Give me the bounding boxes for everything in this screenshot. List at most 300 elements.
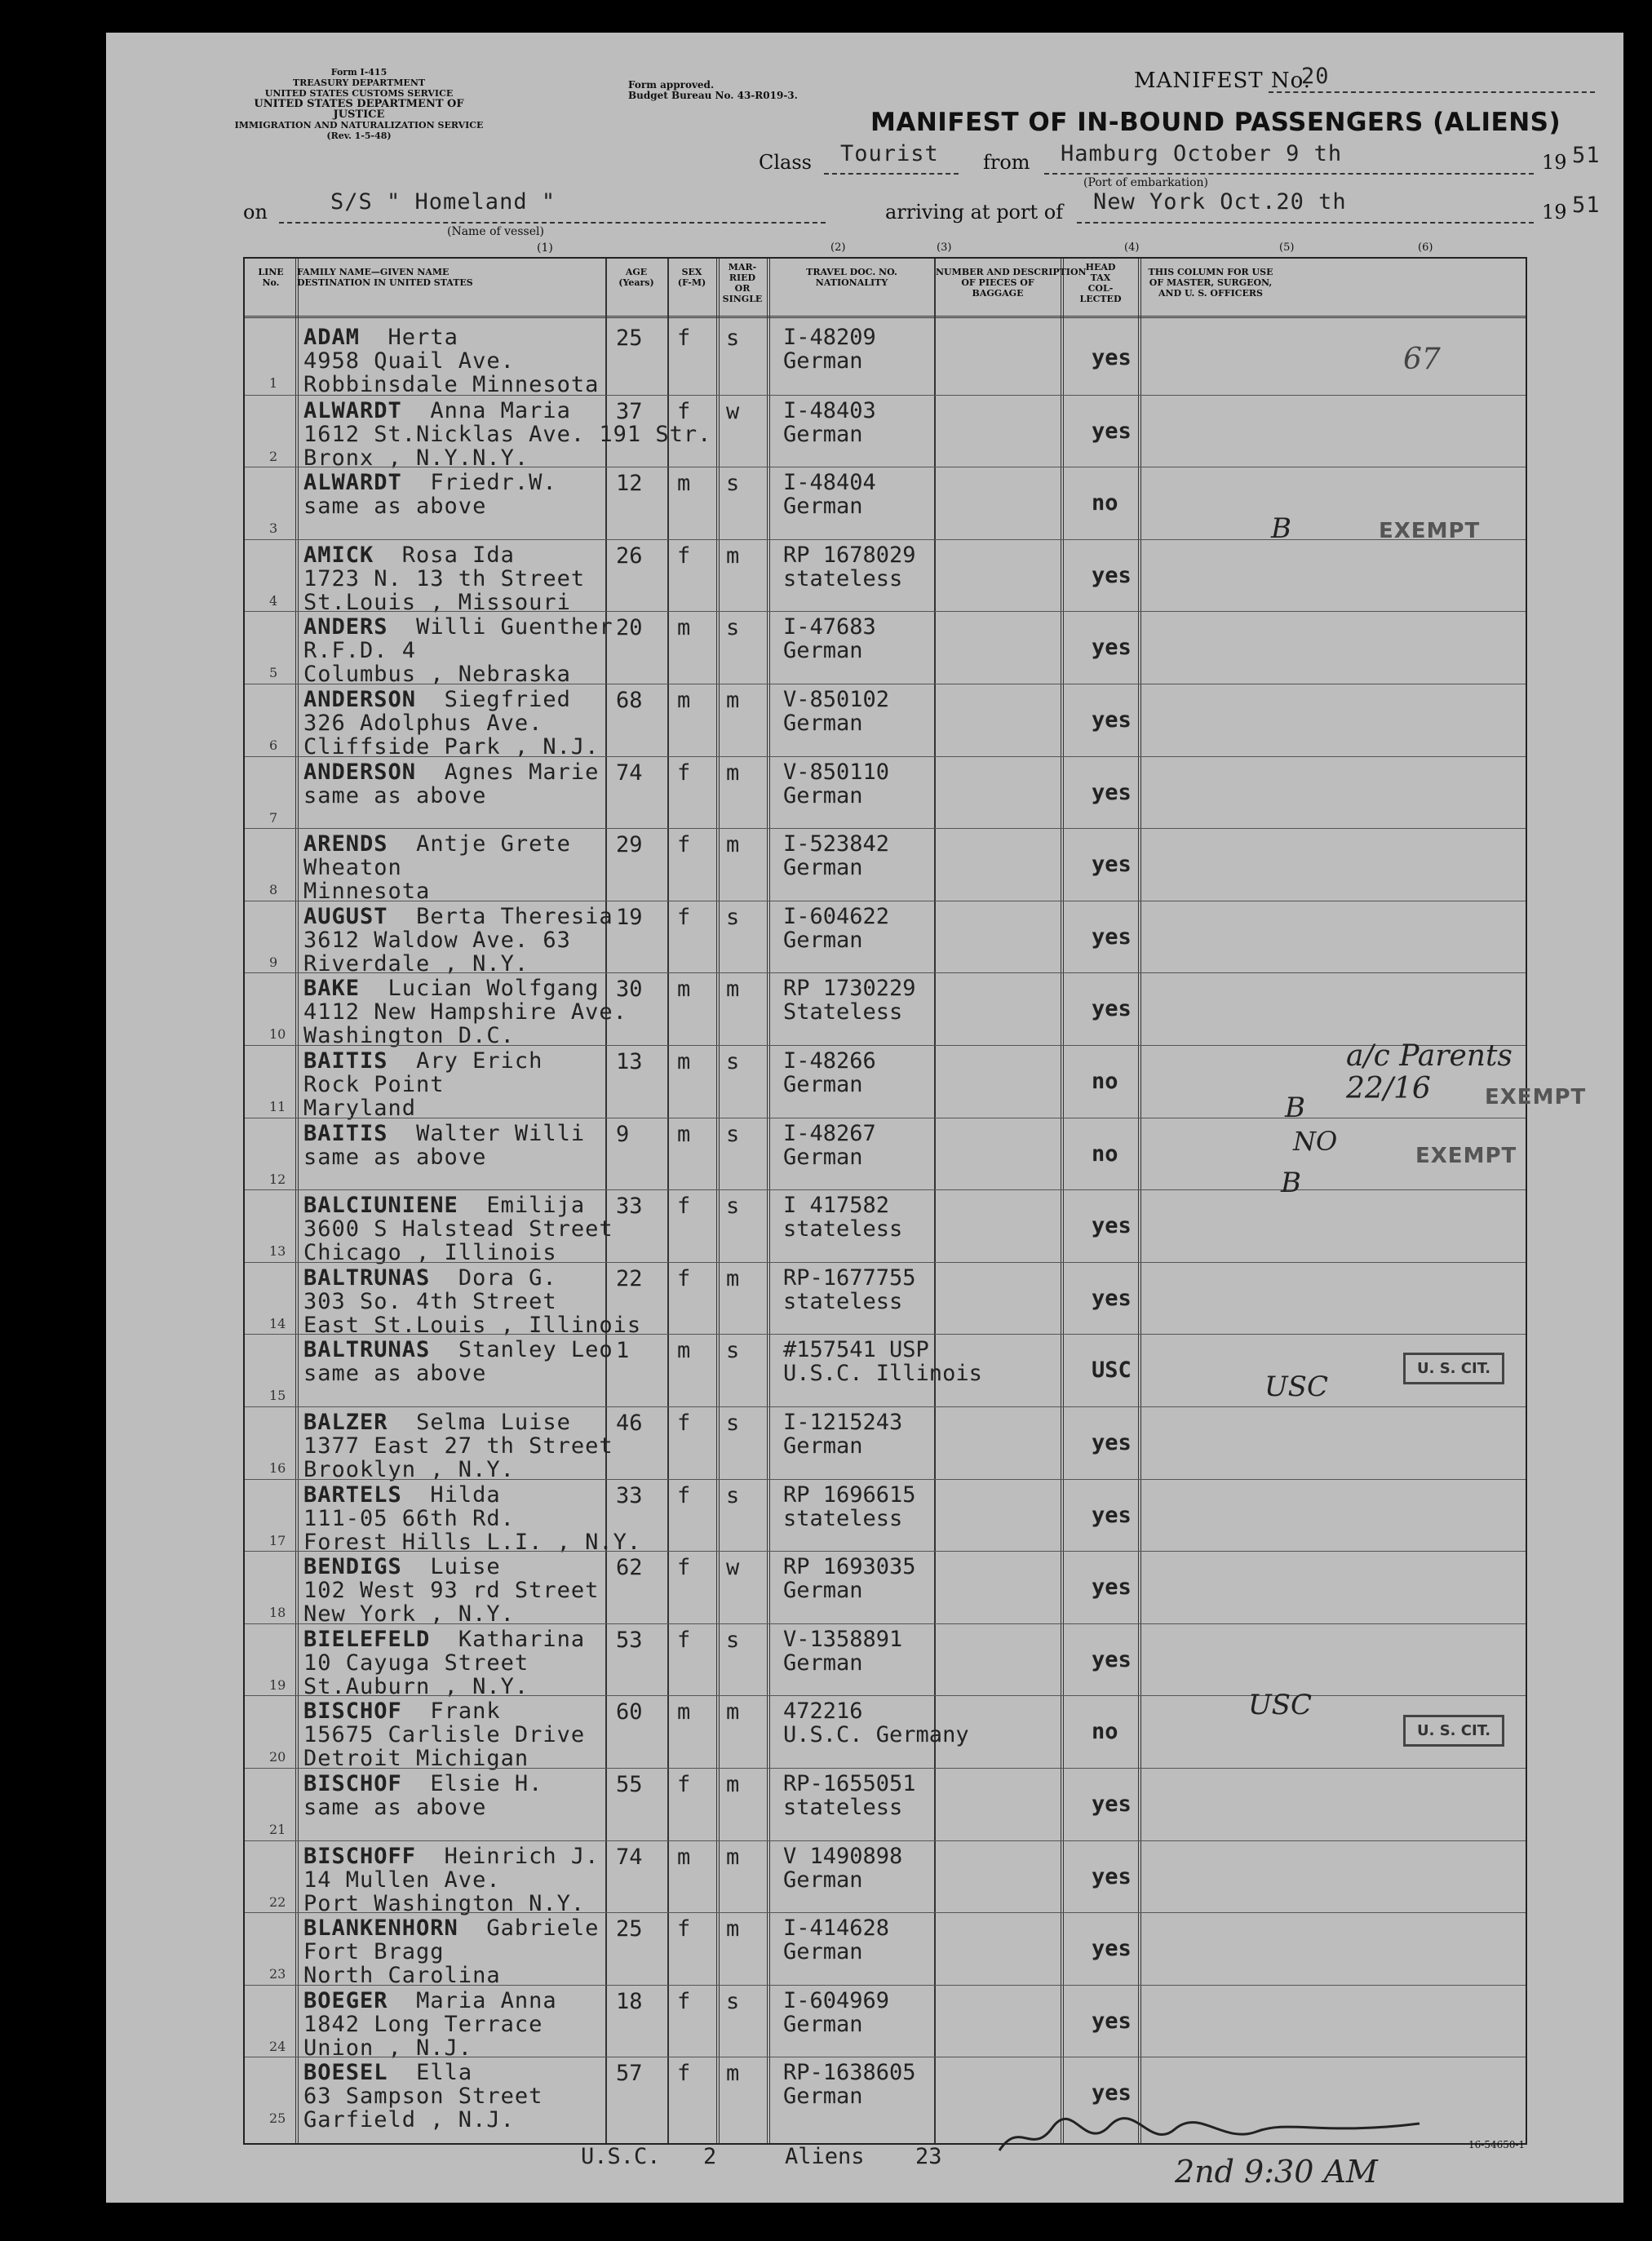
age-value: 33 (616, 1194, 643, 1220)
head-tax-value: yes (1092, 1430, 1132, 1455)
surname: BISCHOF (303, 1698, 402, 1725)
table-row (245, 684, 1526, 760)
name-gap (388, 2060, 417, 2085)
row-number: 17 (269, 1532, 286, 1548)
col-number-3: (3) (937, 241, 952, 254)
head-tax-value: yes (1092, 2080, 1132, 2106)
passenger-name (303, 832, 571, 856)
table-row (245, 395, 1526, 471)
name-gap (388, 831, 417, 857)
sex-value: f (677, 1988, 691, 2014)
destination-line: St.Auburn , N.Y. (303, 1673, 529, 1699)
passenger-name (303, 760, 599, 784)
given-name: Berta Theresia (416, 903, 613, 929)
arriving-line (1077, 222, 1534, 224)
year-prefix-1: 19 (1542, 151, 1567, 174)
name-gap (416, 1844, 445, 1869)
col-header-name: FAMILY NAME—GIVEN NAME DESTINATION IN UNITED STATES (297, 267, 473, 288)
col-header-age: AGE (Years) (618, 267, 654, 288)
passenger-name (303, 543, 585, 567)
passenger-name-cell (303, 399, 711, 470)
nationality: German (783, 1144, 863, 1170)
passenger-name (303, 326, 599, 349)
destination-line: 15675 Carlisle Drive (303, 1722, 586, 1748)
col-number-2: (2) (830, 241, 846, 254)
age-value: 1 (616, 1338, 630, 1364)
header-col-num-1: (1) (537, 241, 553, 255)
destination-line: Union , N.J. (303, 2035, 473, 2061)
head-tax-value: yes (1092, 1502, 1132, 1528)
form-approved: Form approved. (628, 79, 715, 91)
row-number: 5 (269, 665, 278, 681)
name-gap (360, 976, 388, 1001)
table-row (245, 972, 1526, 1049)
budget-approval (628, 80, 840, 101)
destination-line: 111-05 66th Rd. (303, 1505, 515, 1531)
surname: BISCHOFF (303, 1843, 417, 1869)
row-number: 25 (269, 2110, 286, 2127)
head-tax-value: yes (1092, 635, 1132, 661)
sex-value: m (677, 688, 691, 713)
age-value: 18 (616, 1988, 643, 2014)
row-number: 9 (269, 954, 278, 970)
sex-value: f (677, 543, 691, 569)
nationality: German (783, 638, 863, 664)
travel-doc-cell (783, 1555, 916, 1602)
age-value: 9 (616, 1121, 630, 1147)
travel-doc-cell (783, 1845, 902, 1892)
treasury-dept: TREASURY DEPARTMENT (292, 78, 426, 88)
passenger-name-cell (303, 905, 613, 976)
passenger-name-cell (303, 1699, 585, 1770)
passenger-name (303, 1338, 613, 1362)
given-name: Stanley Leo (458, 1337, 613, 1363)
travel-doc-number: V 1490898 (783, 1843, 903, 1869)
head-tax-value: yes (1092, 2008, 1132, 2034)
destination-line: Washington D.C. (303, 1023, 515, 1049)
given-name: Antje Grete (416, 831, 571, 857)
table-row (245, 1045, 1526, 1121)
table-row (245, 1406, 1526, 1482)
name-gap (402, 1771, 431, 1796)
head-tax-value: yes (1092, 1791, 1132, 1817)
destination-line: 4112 New Hampshire Ave. (303, 999, 627, 1025)
head-tax-value: yes (1092, 1285, 1132, 1311)
form-revision: (Rev. 1-5-48) (326, 131, 392, 141)
nationality: German (783, 2011, 863, 2037)
table-row (245, 1551, 1526, 1628)
destination-line: 1612 St.Nicklas Ave. 191 Str. (303, 421, 712, 447)
sex-value: f (677, 1482, 691, 1508)
footer-aliens-count: 23 (915, 2144, 942, 2169)
destination-line: Forest Hills L.I. , N.Y. (303, 1529, 642, 1555)
head-tax-value: no (1092, 490, 1118, 516)
age-value: 68 (616, 688, 643, 713)
name-gap (388, 1121, 417, 1146)
handwritten-no: NO (1293, 1126, 1338, 1157)
signature-scribble (995, 2111, 1428, 2160)
footer-aliens-label: Aliens (785, 2144, 865, 2169)
row-number: 23 (269, 1966, 286, 1982)
travel-doc-cell (783, 1916, 889, 1964)
surname: AMICK (303, 542, 374, 568)
passenger-name (303, 1266, 641, 1290)
table-row (245, 611, 1526, 688)
marital-status: m (726, 543, 740, 569)
head-tax-value: yes (1092, 1936, 1132, 1962)
passenger-name-cell (303, 1555, 599, 1626)
justice-dept: UNITED STATES DEPARTMENT OF JUSTICE (254, 98, 464, 121)
sex-value: f (677, 2061, 691, 2087)
destination-line: Cliffside Park , N.J. (303, 734, 600, 760)
passenger-name-cell (303, 1772, 543, 1819)
nationality: German (783, 1578, 863, 1604)
age-value: 55 (616, 1772, 643, 1797)
nationality: Stateless (783, 999, 903, 1025)
destination-line: Rock Point (303, 1072, 445, 1097)
col-number-4: (4) (1124, 241, 1140, 254)
given-name: Agnes Marie (444, 759, 600, 785)
sex-value: m (677, 1699, 691, 1725)
destination-line: East St.Louis , Illinois (303, 1312, 642, 1338)
surname: BOEGER (303, 1987, 388, 2013)
marital-status: s (726, 1988, 740, 2014)
surname: ARENDS (303, 831, 388, 857)
nationality: German (783, 927, 863, 953)
marital-status: s (726, 1627, 740, 1653)
table-row (245, 467, 1526, 539)
vessel-name-label: (Name of vessel) (447, 225, 544, 238)
passenger-name (303, 905, 613, 928)
surname: BOESEL (303, 2060, 388, 2086)
sex-value: m (677, 1049, 691, 1074)
head-tax-value: yes (1092, 418, 1132, 444)
marital-status: s (726, 1121, 740, 1147)
travel-doc-cell (783, 1628, 902, 1675)
destination-line: same as above (303, 1795, 487, 1820)
travel-doc-number: I-47683 (783, 614, 876, 640)
marital-status: s (726, 904, 740, 930)
form-number: Form I-415 (330, 67, 388, 78)
marital-status: s (726, 615, 740, 641)
sex-value: m (677, 615, 691, 641)
passenger-name-cell (303, 1122, 585, 1169)
table-row (245, 1912, 1526, 1989)
passenger-name (303, 1049, 543, 1073)
age-value: 53 (616, 1627, 643, 1653)
marital-status: s (726, 471, 740, 497)
passenger-name-cell (303, 326, 599, 396)
name-gap (402, 398, 431, 423)
col-number-6: (6) (1418, 241, 1433, 254)
head-tax-value: yes (1092, 707, 1132, 733)
budget-bureau-no: Budget Bureau No. 43-R019-3. (628, 90, 798, 101)
row-number: 10 (269, 1026, 286, 1043)
from-line (1044, 173, 1534, 175)
table-row (245, 1840, 1526, 1916)
age-value: 12 (616, 471, 643, 497)
class-label: Class (759, 151, 812, 174)
passenger-table (243, 257, 1527, 2145)
travel-doc-number: I-414628 (783, 1915, 890, 1942)
head-tax-value: yes (1092, 996, 1132, 1022)
passenger-name (303, 1772, 543, 1796)
nationality: German (783, 1650, 863, 1676)
destination-line: 1377 East 27 th Street (303, 1433, 613, 1459)
passenger-name-cell (303, 1338, 613, 1385)
nationality: stateless (783, 1505, 903, 1531)
nationality: stateless (783, 565, 903, 591)
destination-line: Columbus , Nebraska (303, 662, 571, 688)
destination-line: Bronx , N.Y.N.Y. (303, 445, 529, 471)
nationality: German (783, 1939, 863, 1965)
signature-time: 2nd 9:30 AM (1175, 2154, 1378, 2190)
row-number: 6 (269, 737, 278, 753)
given-name: Ella (416, 2060, 473, 2086)
passenger-name (303, 615, 613, 639)
name-gap (388, 904, 417, 929)
surname: ANDERSON (303, 759, 417, 785)
surname: BAITIS (303, 1048, 388, 1074)
row-number: 3 (269, 520, 278, 537)
travel-doc-cell (783, 1483, 916, 1530)
year-value-2: 51 (1572, 193, 1601, 218)
manifest-no-value: 20 (1301, 64, 1330, 89)
given-name: Selma Luise (416, 1410, 571, 1435)
marital-status: m (726, 1265, 740, 1291)
destination-line: Garfield , N.J. (303, 2107, 515, 2133)
given-name: Anna Maria (430, 397, 571, 423)
given-name: Lucian Wolfgang (388, 976, 600, 1002)
marital-status: m (726, 1844, 740, 1870)
surname: BAKE (303, 976, 361, 1002)
passenger-name (303, 1555, 599, 1579)
age-value: 20 (616, 615, 643, 641)
given-name: Friedr.W. (430, 470, 557, 496)
surname: BALZER (303, 1410, 388, 1435)
passenger-name-cell (303, 1194, 613, 1264)
travel-doc-number: I-48267 (783, 1120, 876, 1146)
handwritten-67: 67 (1403, 343, 1441, 376)
marital-status: m (726, 1916, 740, 1942)
destination-line: Wheaton (303, 855, 402, 881)
given-name: Siegfried (444, 687, 571, 712)
surname: BLANKENHORN (303, 1915, 458, 1942)
exempt-stamp-1: EXEMPT (1379, 519, 1481, 543)
travel-doc-number: RP 1693035 (783, 1554, 916, 1580)
marital-status: s (726, 1338, 740, 1364)
year-value-1: 51 (1572, 143, 1601, 168)
name-gap (388, 614, 417, 640)
travel-doc-cell (783, 1772, 916, 1819)
destination-line: same as above (303, 1144, 487, 1170)
given-name: Katharina (458, 1626, 586, 1652)
handwritten-b-3: B (1281, 1167, 1301, 1199)
destination-line: same as above (303, 1361, 487, 1387)
from-value: Hamburg October 9 th (1061, 141, 1343, 166)
year-prefix-2: 19 (1542, 201, 1567, 224)
sex-value: f (677, 1772, 691, 1797)
travel-doc-number: I-48209 (783, 325, 876, 350)
name-gap (402, 1698, 431, 1724)
passenger-name-cell (303, 543, 585, 614)
head-tax-value: no (1092, 1719, 1118, 1745)
marital-status: s (726, 1049, 740, 1074)
table-row (245, 828, 1526, 905)
given-name: Herta (388, 325, 458, 350)
travel-doc-number: I-48404 (783, 470, 876, 496)
from-label: from (983, 151, 1030, 174)
given-name: Luise (430, 1554, 501, 1580)
given-name: Willi Guenther (416, 614, 613, 640)
surname: ALWARDT (303, 397, 402, 423)
sex-value: f (677, 398, 691, 424)
destination-line: 10 Cayuga Street (303, 1650, 529, 1676)
nationality: stateless (783, 1288, 903, 1314)
travel-doc-cell (783, 2061, 916, 2108)
passenger-name (303, 399, 711, 423)
exempt-stamp-2: EXEMPT (1485, 1085, 1587, 1109)
name-gap (374, 543, 402, 568)
age-value: 25 (616, 1916, 643, 1942)
arriving-value: New York Oct.20 th (1093, 189, 1347, 215)
surname: ANDERS (303, 614, 388, 640)
travel-doc-cell (783, 1049, 876, 1096)
passenger-name (303, 1916, 599, 1940)
table-row (245, 539, 1526, 615)
travel-doc-cell (783, 399, 876, 446)
travel-doc-number: RP-1655051 (783, 1771, 916, 1796)
passenger-name-cell (303, 1989, 557, 2060)
port-embarkation-label: (Port of embarkation) (1083, 176, 1208, 189)
handwritten-usc-1: USC (1264, 1371, 1328, 1403)
passenger-name-cell (303, 1483, 641, 1554)
passenger-name-cell (303, 1916, 599, 1987)
destination-line: New York , N.Y. (303, 1601, 515, 1628)
age-value: 13 (616, 1049, 643, 1074)
nationality: German (783, 2084, 863, 2110)
age-value: 62 (616, 1555, 643, 1581)
col-header-officers: THIS COLUMN FOR USE OF MASTER, SURGEON, AND U. S. OFFICERS (1148, 267, 1273, 299)
destination-line: Maryland (303, 1096, 417, 1121)
passenger-name-cell (303, 688, 599, 759)
head-tax-value: yes (1092, 779, 1132, 805)
travel-doc-cell (783, 760, 889, 808)
name-gap (402, 1482, 431, 1508)
sex-value: f (677, 904, 691, 930)
name-gap (430, 1337, 458, 1362)
travel-doc-number: V-850110 (783, 759, 890, 785)
nationality: German (783, 1867, 863, 1893)
sex-value: f (677, 1555, 691, 1581)
head-tax-value: yes (1092, 1574, 1132, 1601)
us-cit-stamp-1: U. S. CIT. (1403, 1353, 1504, 1384)
destination-line: Detroit Michigan (303, 1746, 529, 1772)
sex-value: m (677, 471, 691, 497)
destination-line: Brooklyn , N.Y. (303, 1457, 515, 1482)
handwritten-usc-2: USC (1248, 1689, 1312, 1721)
name-gap (402, 1554, 431, 1579)
destination-line: 102 West 93 rd Street (303, 1578, 600, 1604)
age-value: 22 (616, 1265, 643, 1291)
footer-usc-label: U.S.C. (581, 2144, 661, 2169)
sex-value: f (677, 1194, 691, 1220)
travel-doc-cell (783, 615, 876, 662)
surname: BARTELS (303, 1481, 402, 1508)
row-number: 7 (269, 809, 278, 826)
travel-doc-number: I-48266 (783, 1048, 876, 1074)
marital-status: m (726, 1699, 740, 1725)
travel-doc-cell (783, 977, 916, 1024)
marital-status: w (726, 398, 740, 424)
nationality: German (783, 494, 863, 520)
destination-line: Robbinsdale Minnesota (303, 372, 600, 397)
name-gap (458, 1193, 487, 1218)
row-number: 13 (269, 1243, 286, 1260)
head-tax-value: yes (1092, 1863, 1132, 1889)
table-row (245, 1768, 1526, 1840)
travel-doc-number: RP 1696615 (783, 1481, 916, 1508)
travel-doc-cell (783, 1989, 889, 2036)
destination-line: Riverdale , N.Y. (303, 950, 529, 977)
form-info-block (228, 67, 489, 141)
destination-line: North Carolina (303, 1963, 501, 1989)
nationality: stateless (783, 1216, 903, 1242)
travel-doc-number: RP 1730229 (783, 976, 916, 1002)
surname: BAITIS (303, 1120, 388, 1146)
travel-doc-cell (783, 1122, 876, 1169)
given-name: Walter Willi (416, 1120, 586, 1146)
surname: ANDERSON (303, 687, 417, 712)
destination-line: Minnesota (303, 879, 431, 905)
row-number: 8 (269, 882, 278, 898)
on-label: on (243, 201, 268, 224)
passenger-name (303, 1628, 585, 1651)
travel-doc-cell (783, 1338, 982, 1385)
surname: ADAM (303, 325, 361, 350)
destination-line: same as above (303, 494, 487, 520)
marital-status: s (726, 326, 740, 351)
age-value: 74 (616, 760, 643, 786)
row-number: 14 (269, 1315, 286, 1331)
surname: AUGUST (303, 903, 388, 929)
destination-line: St.Louis , Missouri (303, 589, 571, 615)
given-name: Dora G. (458, 1264, 557, 1291)
age-value: 74 (616, 1844, 643, 1870)
passenger-name-cell (303, 1049, 543, 1120)
table-row (245, 1695, 1526, 1772)
handwritten-b-1: B (1271, 512, 1291, 545)
table-row (245, 1623, 1526, 1699)
row-number: 15 (269, 1388, 286, 1404)
row-number: 11 (269, 1099, 286, 1114)
age-value: 46 (616, 1411, 643, 1436)
nationality: German (783, 421, 863, 447)
passenger-name (303, 977, 627, 1000)
travel-doc-number: I-604622 (783, 903, 890, 929)
passenger-name (303, 1411, 613, 1434)
sex-value: f (677, 326, 691, 351)
passenger-name (303, 1699, 585, 1723)
destination-line: 1723 N. 13 th Street (303, 565, 586, 591)
age-value: 19 (616, 904, 643, 930)
col-number-5: (5) (1279, 241, 1295, 254)
age-value: 26 (616, 543, 643, 569)
marital-status: s (726, 1411, 740, 1436)
marital-status: m (726, 1772, 740, 1797)
col-header-sex: SEX (F-M) (677, 267, 706, 288)
sex-value: m (677, 977, 691, 1003)
